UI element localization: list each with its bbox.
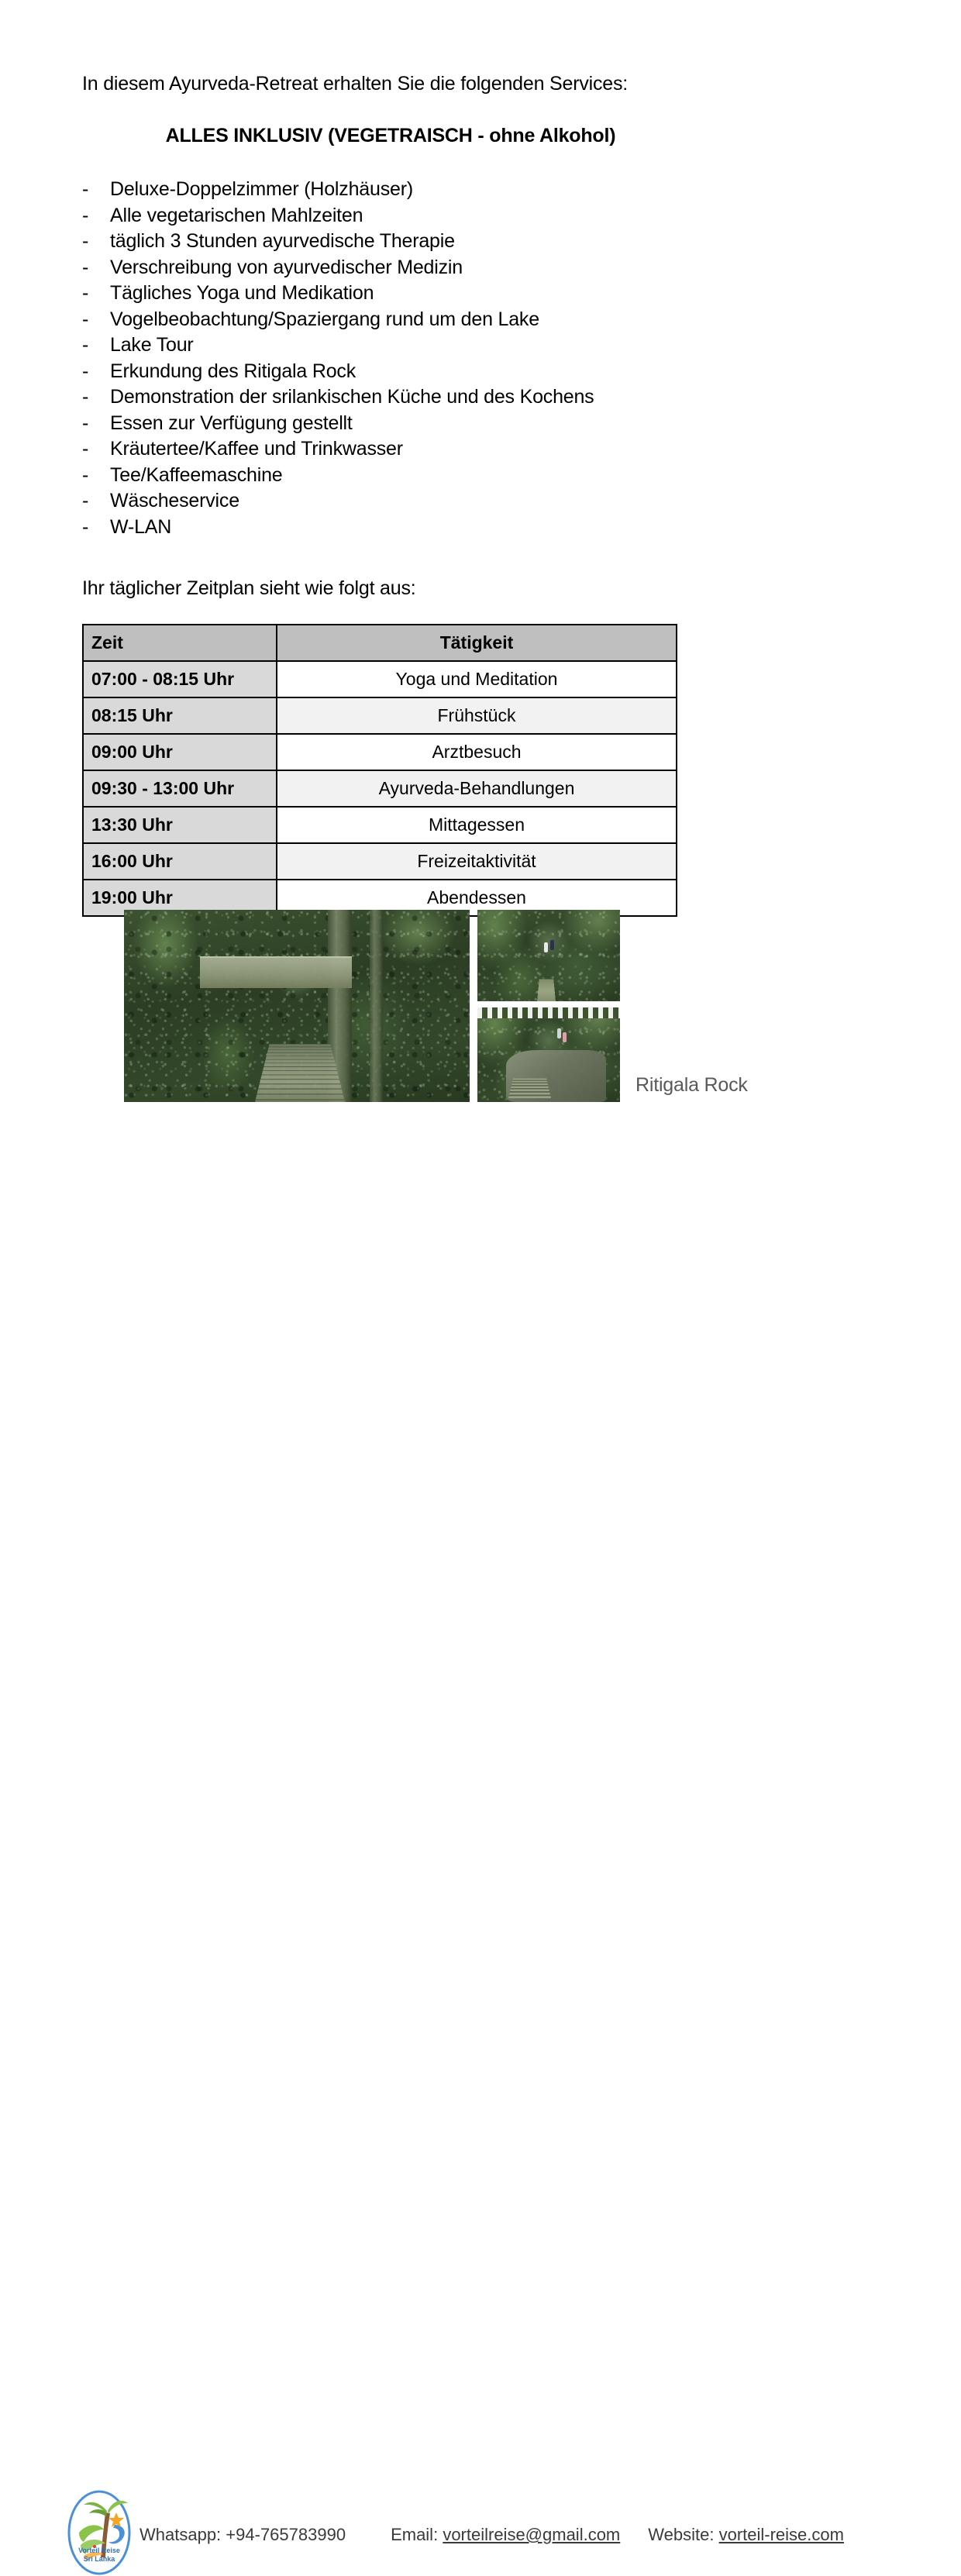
bullet-marker: - (82, 308, 89, 330)
list-item-label: Tee/Kaffeemaschine (110, 463, 283, 486)
list-item-label: Demonstration der srilankischen Küche und des Kochens (110, 386, 594, 408)
cell-activity: Freizeitaktivität (277, 843, 677, 880)
bullet-marker: - (82, 438, 89, 460)
cell-time: 07:00 - 08:15 Uhr (83, 661, 277, 697)
list-item (82, 229, 764, 255)
bullet-marker: - (82, 463, 89, 486)
list-item-label: Deluxe-Doppelzimmer (Holzhäuser) (110, 178, 413, 200)
column-header-zeit: Zeit (83, 625, 277, 661)
cell-activity: Frühstück (277, 697, 677, 734)
services-list (82, 177, 764, 540)
bullet-marker: - (82, 282, 89, 304)
table-row (83, 770, 677, 807)
list-item-label: Erkundung des Ritigala Rock (110, 360, 356, 382)
all-inclusive-heading: ALLES INKLUSIV (VEGETRAISCH - ohne Alkohol) (165, 125, 616, 146)
cell-activity: Arztbesuch (277, 734, 677, 770)
document-body (82, 74, 764, 917)
list-item (82, 281, 764, 307)
list-item (82, 359, 764, 385)
cell-time: 09:30 - 13:00 Uhr (83, 770, 277, 807)
cell-activity: Ayurveda-Behandlungen (277, 770, 677, 807)
cell-activity: Abendessen (277, 880, 677, 916)
list-item-label: Lake Tour (110, 334, 194, 356)
bullet-marker: - (82, 178, 89, 200)
table-header-row (83, 625, 677, 661)
schedule-table-wrapper (82, 624, 677, 917)
schedule-table (82, 624, 677, 917)
list-item-label: Essen zur Verfügung gestellt (110, 412, 353, 434)
bullet-marker: - (82, 256, 89, 278)
table-row (83, 843, 677, 880)
table-row (83, 697, 677, 734)
list-item-label: Alle vegetarischen Mahlzeiten (110, 204, 363, 226)
footer-contact-row (140, 2525, 844, 2545)
bullet-marker: - (82, 230, 89, 252)
column-header-taetigkeit: Tätigkeit (277, 625, 677, 661)
bullet-marker: - (82, 515, 89, 538)
email-label: Email: (391, 2525, 439, 2544)
rock-steps-photo (477, 1007, 620, 1102)
email-contact (391, 2525, 620, 2545)
bullet-marker: - (82, 490, 89, 511)
forest-path-photo (477, 910, 620, 1001)
photo-gallery (124, 910, 775, 1102)
table-row (83, 734, 677, 770)
forest-stairway-photo (124, 910, 470, 1102)
cell-activity: Yoga und Meditation (277, 661, 677, 697)
bullet-marker: - (82, 334, 89, 356)
bullet-marker: - (82, 386, 89, 408)
list-item (82, 411, 764, 437)
list-item (82, 203, 764, 229)
list-item-label: Vogelbeobachtung/Spaziergang rund um den Lake (110, 308, 539, 330)
photo-caption: Ritigala Rock (636, 1074, 748, 1096)
whatsapp-value: +94-765783990 (226, 2525, 346, 2544)
website-link[interactable]: vorteil-reise.com (718, 2525, 844, 2544)
list-item (82, 255, 764, 281)
cell-time: 13:30 Uhr (83, 807, 277, 843)
intro-paragraph: In diesem Ayurveda-Retreat erhalten Sie die folgenden Services: (82, 73, 629, 95)
list-item-label: täglich 3 Stunden ayurvedische Therapie (110, 230, 455, 252)
list-item (82, 177, 764, 203)
list-item-label: W-LAN (110, 515, 172, 538)
page-footer (0, 1240, 961, 2563)
bullet-marker: - (82, 360, 89, 382)
list-item (82, 384, 764, 411)
cell-activity: Mittagessen (277, 807, 677, 843)
whatsapp-contact (140, 2525, 346, 2545)
cell-time: 08:15 Uhr (83, 697, 277, 734)
cell-time: 09:00 Uhr (83, 734, 277, 770)
list-item-label: Wäscheservice (110, 490, 239, 511)
email-link[interactable]: vorteilreise@gmail.com (443, 2525, 621, 2544)
table-row (83, 661, 677, 697)
website-contact (648, 2525, 844, 2545)
bullet-marker: - (82, 412, 89, 434)
cell-time: 19:00 Uhr (83, 880, 277, 916)
schedule-table-body (83, 661, 677, 916)
bullet-marker: - (82, 204, 89, 226)
list-item (82, 488, 764, 515)
list-item-label: Verschreibung von ayurvedischer Medizin (110, 256, 463, 278)
vorteil-reise-logo (67, 2489, 132, 2576)
schedule-intro-paragraph: Ihr täglicher Zeitplan sieht wie folgt aus: (82, 577, 416, 599)
list-item (82, 515, 764, 541)
logo-text-line2: Sri Lanka (83, 2555, 115, 2563)
list-item (82, 463, 764, 489)
website-label: Website: (648, 2525, 715, 2544)
whatsapp-label: Whatsapp: (140, 2525, 222, 2544)
cell-time: 16:00 Uhr (83, 843, 277, 880)
table-row (83, 807, 677, 843)
list-item (82, 436, 764, 463)
list-item-label: Kräutertee/Kaffee und Trinkwasser (110, 438, 403, 460)
logo-text-line1: Vorteil Reise (78, 2547, 120, 2554)
list-item (82, 307, 764, 333)
list-item (82, 332, 764, 359)
list-item-label: Tägliches Yoga und Medikation (110, 282, 374, 304)
